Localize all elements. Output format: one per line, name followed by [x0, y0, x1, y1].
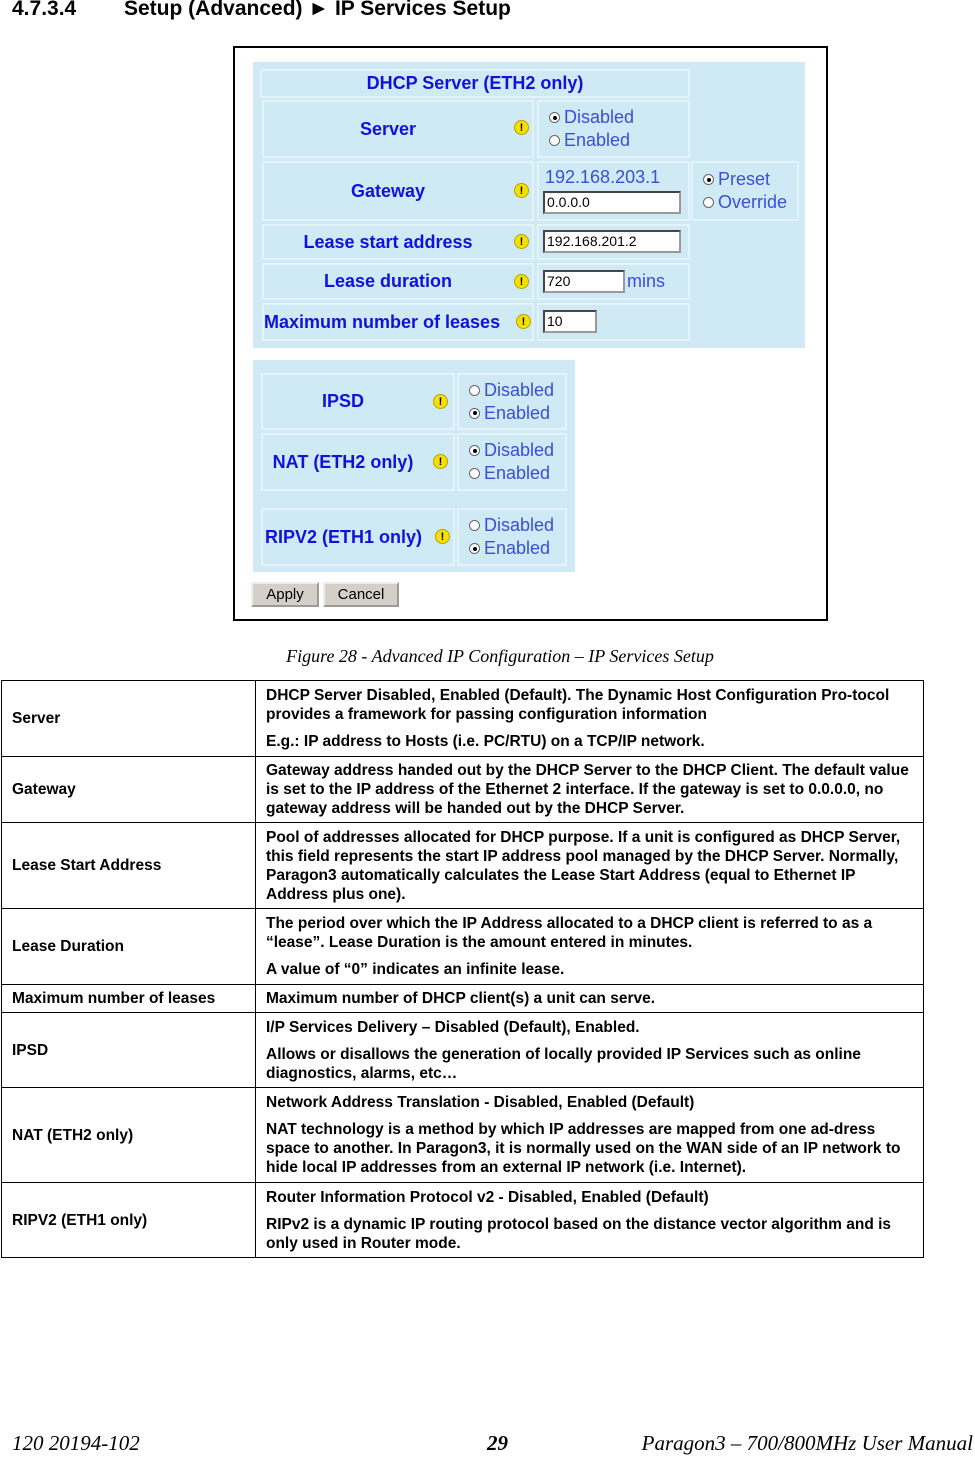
ripv2-options: [457, 508, 567, 566]
param-description: [256, 985, 924, 1013]
gateway-radio-preset[interactable]: [703, 168, 770, 191]
footer-doc-number: 120 20194-102: [12, 1431, 140, 1455]
param-description: [256, 909, 924, 985]
ripv2-label: [261, 508, 455, 566]
server-radio-enabled[interactable]: [549, 129, 630, 152]
desc-paragraph: Allows or disallows the generation of locally provided IP Services such as online diagnostics, alarms, etc…: [266, 1045, 861, 1082]
parameter-table: [1, 680, 924, 1258]
lease-start-input[interactable]: 192.168.201.2: [543, 230, 681, 253]
param-description: [256, 1183, 924, 1258]
radio-icon: [469, 520, 480, 531]
max-leases-input[interactable]: 10: [543, 310, 597, 333]
lease-duration-label: [262, 263, 534, 300]
warning-icon[interactable]: !: [514, 183, 529, 198]
option-label: Enabled: [484, 402, 551, 423]
table-row: [2, 681, 924, 757]
gateway-label-text: Gateway: [350, 180, 426, 201]
option-label: Enabled: [564, 130, 631, 150]
param-name: NAT (ETH2 only): [2, 1088, 256, 1183]
warning-icon[interactable]: !: [433, 394, 448, 409]
option-label: Disabled: [484, 379, 555, 400]
desc-paragraph: Pool of addresses allocated for DHCP purpose. If a unit is configured as DHCP Server, this field represents the start IP address pool managed by the DHCP Server. Normally, Paragon3 automatically calculates the Lease Start Address (equal to Ethernet IP Address plus one).: [266, 828, 901, 903]
radio-selected-icon: [549, 112, 560, 123]
option-label: Enabled: [484, 538, 551, 558]
desc-paragraph: Router Information Protocol v2 - Disabled, Enabled (Default): [266, 1188, 709, 1206]
radio-selected-icon: [469, 408, 480, 419]
dhcp-title: DHCP Server (ETH2 only): [260, 69, 690, 98]
gateway-label: [262, 161, 534, 221]
param-name: Maximum number of leases: [2, 985, 256, 1013]
ripv2-radio-enabled[interactable]: [469, 537, 550, 560]
figure-caption: Figure 28 - Advanced IP Configuration – IP Services Setup: [286, 646, 714, 666]
table-row: [2, 1013, 924, 1088]
param-description: [256, 681, 924, 757]
param-name: Lease Start Address: [2, 823, 256, 909]
ipsd-radio-enabled[interactable]: [469, 402, 550, 425]
server-label-text: Server: [359, 118, 417, 139]
section-heading: [12, 0, 511, 21]
lease-duration-label-text: Lease duration: [323, 271, 453, 291]
max-leases-label-text: Maximum number of leases: [264, 311, 501, 332]
server-label: [262, 100, 534, 158]
apply-button[interactable]: Apply: [251, 582, 319, 607]
desc-paragraph: E.g.: IP address to Hosts (i.e. PC/RTU) on a TCP/IP network.: [266, 733, 705, 750]
option-label: Disabled: [484, 515, 555, 535]
radio-icon: [549, 135, 560, 146]
section-title: Setup (Advanced) ► IP Services Setup: [124, 0, 511, 20]
ipsd-label-text: IPSD: [321, 391, 364, 411]
gateway-mode-options: [691, 161, 799, 221]
param-name: Server: [2, 681, 256, 757]
option-label: Disabled: [564, 107, 635, 127]
radio-icon: [469, 385, 480, 396]
warning-icon[interactable]: !: [435, 529, 450, 544]
radio-selected-icon: [469, 543, 480, 554]
server-options: [537, 100, 690, 158]
footer-manual-title: Paragon3 – 700/800MHz User Manual: [641, 1431, 973, 1455]
desc-paragraph: Maximum number of DHCP client(s) a unit can serve.: [266, 990, 656, 1007]
desc-paragraph: The period over which the IP Address allocated to a DHCP client is referred to as a “lease”. Lease Duration is the amount entered in minutes.: [266, 915, 873, 951]
desc-paragraph: I/P Services Delivery – Disabled (Default), Enabled.: [266, 1018, 640, 1036]
option-label: Disabled: [484, 440, 555, 460]
warning-icon[interactable]: !: [516, 314, 531, 329]
option-label: Override: [718, 192, 788, 212]
radio-icon: [703, 197, 714, 208]
param-description: [256, 823, 924, 909]
cancel-button[interactable]: Cancel: [323, 582, 399, 607]
nat-options: [457, 433, 567, 491]
ripv2-label-text: RIPV2 (ETH1 only): [265, 526, 423, 547]
param-description: [256, 1013, 924, 1088]
param-name: IPSD: [2, 1013, 256, 1088]
desc-paragraph: DHCP Server Disabled, Enabled (Default). The Dynamic Host Configuration Pro-tocol provides a framework for passing configuration information: [266, 687, 890, 723]
table-row: [2, 909, 924, 985]
option-label: Enabled: [484, 463, 551, 483]
section-number: 4.7.3.4: [12, 0, 77, 20]
max-leases-label: [262, 303, 534, 341]
radio-selected-icon: [703, 174, 714, 185]
lease-duration-unit: mins: [627, 271, 666, 291]
desc-paragraph: A value of “0” indicates an infinite lease.: [266, 961, 565, 978]
warning-icon[interactable]: !: [514, 234, 529, 249]
option-label: Preset: [718, 169, 771, 189]
param-description: [256, 757, 924, 823]
ipsd-options: [457, 373, 567, 430]
desc-paragraph: NAT technology is a method by which IP addresses are mapped from one ad-dress space to another. In Paragon3, it is normally used on the WAN side of an IP network to hide local IP addresses from an external IP network (i.e. Internet).: [266, 1121, 901, 1176]
nat-label-text: NAT (ETH2 only): [272, 451, 414, 472]
radio-selected-icon: [469, 445, 480, 456]
lease-start-label: [262, 224, 534, 260]
radio-icon: [469, 468, 480, 479]
nat-radio-disabled[interactable]: [469, 439, 554, 462]
desc-paragraph: Gateway address handed out by the DHCP Server to the DHCP Client. The default value is set to the IP address of the Ethernet 2 interface. If the gateway is set to 0.0.0.0, no gateway address will be handed out by the DHCP Server.: [266, 762, 909, 817]
gateway-radio-override[interactable]: [703, 191, 787, 214]
ripv2-radio-disabled[interactable]: [469, 514, 554, 537]
footer-page-number: 29: [487, 1431, 508, 1455]
param-name: Gateway: [2, 757, 256, 823]
warning-icon[interactable]: !: [433, 454, 448, 469]
table-row: [2, 985, 924, 1013]
desc-paragraph: RIPv2 is a dynamic IP routing protocol based on the distance vector algorithm and is only used in Router mode.: [266, 1215, 892, 1252]
gateway-current: 192.168.203.1: [545, 167, 661, 187]
nat-label: [261, 433, 455, 491]
gateway-input[interactable]: 0.0.0.0: [543, 191, 681, 214]
lease-duration-input[interactable]: 720: [543, 270, 625, 293]
warning-icon[interactable]: !: [514, 120, 529, 135]
table-row: [2, 823, 924, 909]
nat-radio-enabled[interactable]: [469, 462, 550, 485]
ipsd-label: [261, 373, 455, 430]
warning-icon[interactable]: !: [514, 274, 529, 289]
param-name: RIPV2 (ETH1 only): [2, 1183, 256, 1258]
table-row: [2, 757, 924, 823]
ip-services-screenshot: [233, 46, 828, 621]
param-description: [256, 1088, 924, 1183]
table-row: [2, 1088, 924, 1183]
lease-start-label-text: Lease start address: [303, 231, 473, 252]
param-name: Lease Duration: [2, 909, 256, 985]
desc-paragraph: Network Address Translation - Disabled, Enabled (Default): [266, 1094, 695, 1111]
table-row: [2, 1183, 924, 1258]
server-radio-disabled[interactable]: [549, 106, 634, 129]
ipsd-radio-disabled[interactable]: [469, 379, 554, 402]
